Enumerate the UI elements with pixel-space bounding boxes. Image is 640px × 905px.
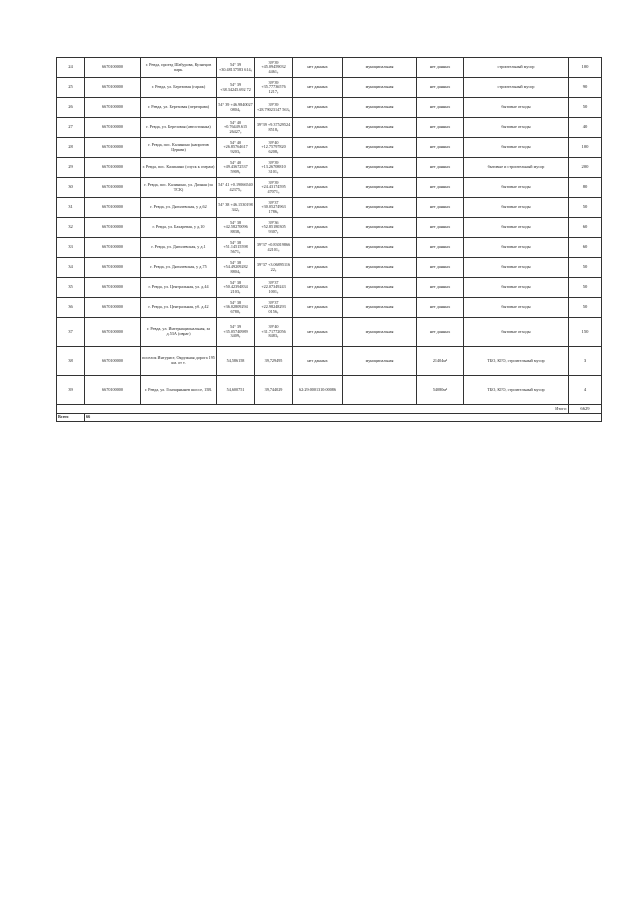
longitude-cell: 39°37 +30.05274963 1786ₛ: [255, 198, 293, 218]
row-number-cell: 27: [57, 118, 85, 138]
volume-cell: 200: [569, 158, 602, 178]
table-row: [57, 158, 602, 178]
waste-sites-table: [56, 57, 602, 422]
cadastral-cell: нет данных: [293, 138, 343, 158]
code-cell: 6670100000: [85, 298, 141, 318]
longitude-cell: 39°40 +12.75797820 6208ₛ: [255, 138, 293, 158]
longitude-cell: 39,729495: [255, 347, 293, 376]
address-cell: г. Ревда, пос. Калинино (напротив Церкви): [141, 138, 217, 158]
row-number-cell: 31: [57, 198, 85, 218]
table-row: [57, 198, 602, 218]
volume-cell: 100: [569, 138, 602, 158]
code-cell: 6670100000: [85, 278, 141, 298]
area-cell: нет данных: [417, 198, 464, 218]
address-cell: г. Ревда, пос. Калинино, ул. Дачная (за ТСК): [141, 178, 217, 198]
code-cell: 6670100000: [85, 138, 141, 158]
latitude-cell: 54° 38 +51.14515598 5671ₛ: [217, 238, 255, 258]
total-row: [57, 405, 602, 414]
volume-cell: 50: [569, 298, 602, 318]
address-cell: г. Ревда, ул. Березовая (автостоянка): [141, 118, 217, 138]
area-cell: нет данных: [417, 58, 464, 78]
volume-cell: 60: [569, 218, 602, 238]
cadastral-cell: нет данных: [293, 118, 343, 138]
table-row: [57, 58, 602, 78]
ownership-cell: муниципальная: [343, 278, 417, 298]
volume-cell: 90: [569, 78, 602, 98]
address-cell: г. Ревда, пос. Калинино (спуск к озерам): [141, 158, 217, 178]
waste-type-cell: бытовые отходы: [464, 278, 569, 298]
volume-cell: 40: [569, 118, 602, 138]
latitude-cell: 54° 38 +54.49209282 8804ₛ: [217, 258, 255, 278]
code-cell: 6670100000: [85, 258, 141, 278]
row-number-cell: 33: [57, 238, 85, 258]
waste-type-cell: бытовые отходы: [464, 118, 569, 138]
latitude-cell: 54° 39 +35.05740989 3409ₛ: [217, 318, 255, 347]
area-cell: нет данных: [417, 98, 464, 118]
row-number-cell: 38: [57, 347, 85, 376]
latitude-cell: 54° 39 +38.34245.692 72: [217, 78, 255, 98]
ownership-cell: муниципальная: [343, 258, 417, 278]
grand-total-row: [57, 414, 602, 422]
longitude-cell: 39°39 +13.26708810 3101ₛ: [255, 158, 293, 178]
cadastral-cell: нет данных: [293, 298, 343, 318]
ownership-cell: муниципальная: [343, 118, 417, 138]
table-row: [57, 347, 602, 376]
table-row: [57, 138, 602, 158]
waste-type-cell: бытовые отходы: [464, 258, 569, 278]
cadastral-cell: нет данных: [293, 258, 343, 278]
ownership-cell: муниципальная: [343, 238, 417, 258]
cadastral-cell: нет данных: [293, 278, 343, 298]
ownership-cell: муниципальная: [343, 178, 417, 198]
longitude-cell: 39°36 +52.85180305 9307ₛ: [255, 218, 293, 238]
cadastral-cell: нет данных: [293, 238, 343, 258]
table-body: [57, 58, 602, 422]
code-cell: 6670100000: [85, 118, 141, 138]
ownership-cell: муниципальная: [343, 58, 417, 78]
address-cell: г. Ревда, ул. Березовая (переправа): [141, 98, 217, 118]
waste-type-cell: ТБО, КГО, строительный мусор: [464, 376, 569, 405]
longitude-cell: 39°37 +0.83019866 42101ₛ: [255, 238, 293, 258]
row-number-cell: 26: [57, 98, 85, 118]
area-cell: нет данных: [417, 278, 464, 298]
area-cell: нет данных: [417, 138, 464, 158]
address-cell: г. Ревда, ул. Бахаревая, у д.10: [141, 218, 217, 238]
latitude-cell: 54,586158: [217, 347, 255, 376]
cadastral-cell: нет данных: [293, 158, 343, 178]
waste-type-cell: строительный мусор: [464, 78, 569, 98]
longitude-cell: 39,744029: [255, 376, 293, 405]
table-row: [57, 78, 602, 98]
address-cell: г. Ревда, проезд Шабурова, Кузнецов парк.: [141, 58, 217, 78]
code-cell: 6670100000: [85, 178, 141, 198]
table-row: [57, 278, 602, 298]
area-cell: нет данных: [417, 158, 464, 178]
area-cell: нет данных: [417, 318, 464, 347]
code-cell: 6670100000: [85, 238, 141, 258]
volume-cell: 50: [569, 198, 602, 218]
row-number-cell: 32: [57, 218, 85, 238]
volume-cell: 4: [569, 376, 602, 405]
waste-type-cell: бытовые отходы: [464, 138, 569, 158]
cadastral-cell: нет данных: [293, 58, 343, 78]
waste-type-cell: ТБО, КГО, строительный мусор: [464, 347, 569, 376]
latitude-cell: 54,600751: [217, 376, 255, 405]
address-cell: г. Ревда, ул. Дягилевская, у д.62: [141, 198, 217, 218]
volume-cell: 50: [569, 258, 602, 278]
volume-cell: 80: [569, 178, 602, 198]
latitude-cell: 54° 38 +36.02809294 6780ₛ: [217, 298, 255, 318]
area-cell: нет данных: [417, 78, 464, 98]
area-cell: нет данных: [417, 298, 464, 318]
cadastral-cell: нет данных: [293, 78, 343, 98]
longitude-cell: 39°37 +22.07349243 1001ₛ: [255, 278, 293, 298]
ownership-cell: муниципальная: [343, 298, 417, 318]
row-number-cell: 25: [57, 78, 85, 98]
area-cell: 21404м²: [417, 347, 464, 376]
cadastral-cell: нет данных: [293, 218, 343, 238]
waste-type-cell: строительный мусор: [464, 58, 569, 78]
waste-type-cell: бытовые отходы: [464, 298, 569, 318]
area-cell: нет данных: [417, 238, 464, 258]
table-row: [57, 376, 602, 405]
area-cell: нет данных: [417, 218, 464, 238]
latitude-cell: 54° 40 +0.76449.615 26427ₛ: [217, 118, 255, 138]
latitude-cell: 54° 40 +49.43672537 5909ₛ: [217, 158, 255, 178]
latitude-cell: 54° 38 +42.58270096 8838ₛ: [217, 218, 255, 238]
table-row: [57, 298, 602, 318]
waste-type-cell: бытовые отходы: [464, 238, 569, 258]
table-row: [57, 218, 602, 238]
longitude-cell: 39°37 +3.06895116 22ₛ: [255, 258, 293, 278]
latitude-cell: 54° 38 +50.42394834 2103ₛ: [217, 278, 255, 298]
longitude-cell: 39°39 +35.77736576 1217ₛ: [255, 78, 293, 98]
ownership-cell: муниципальная: [343, 198, 417, 218]
code-cell: 6670100000: [85, 376, 141, 405]
address-cell: г. Ревда, ул. Центральная, ул. д.44: [141, 278, 217, 298]
code-cell: 6670100000: [85, 78, 141, 98]
ownership-cell: муниципальная: [343, 138, 417, 158]
waste-type-cell: бытовые отходы: [464, 98, 569, 118]
latitude-cell: 54° 39 +46.9840027 0804ₛ: [217, 98, 255, 118]
longitude-cell: 39°39 +24.43174595 47071ₛ: [255, 178, 293, 198]
latitude-cell: 54° 41 +0.19066540 42375ₛ: [217, 178, 255, 198]
address-cell: г. Ревда, ул. Дягилевская, у д.1: [141, 238, 217, 258]
row-number-cell: 39: [57, 376, 85, 405]
code-cell: 6670100000: [85, 347, 141, 376]
code-cell: 6670100000: [85, 58, 141, 78]
row-number-cell: 24: [57, 58, 85, 78]
table-row: [57, 238, 602, 258]
grand-total-value: 66: [85, 414, 602, 422]
address-cell: г. Ревда, ул. Интернациональная, за д.53А (овраг): [141, 318, 217, 347]
row-number-cell: 29: [57, 158, 85, 178]
longitude-cell: 39°39 +45.09459032 4461ₛ: [255, 58, 293, 78]
ownership-cell: муниципальная: [343, 98, 417, 118]
longitude-cell: 39°40 +31.71772056 8483ₛ: [255, 318, 293, 347]
area-cell: нет данных: [417, 118, 464, 138]
longitude-cell: 39°37 +22.98248293 0156ₛ: [255, 298, 293, 318]
address-cell: г. Ревда, ул. Центральная, уб. д.42: [141, 298, 217, 318]
volume-cell: 3: [569, 347, 602, 376]
latitude-cell: 54° 38 +46.1530198 342ₛ: [217, 198, 255, 218]
waste-type-cell: бытовые отходы: [464, 198, 569, 218]
area-cell: 54080м²: [417, 376, 464, 405]
waste-type-cell: бытовые отходы: [464, 318, 569, 347]
address-cell: поселок Интурист, Окружная дорога 195 км. от т.: [141, 347, 217, 376]
latitude-cell: 54° 40 +26.85764617 9203ₛ: [217, 138, 255, 158]
row-number-cell: 34: [57, 258, 85, 278]
code-cell: 6670100000: [85, 98, 141, 118]
ownership-cell: муниципальная: [343, 218, 417, 238]
row-number-cell: 37: [57, 318, 85, 347]
row-number-cell: 35: [57, 278, 85, 298]
table-row: [57, 98, 602, 118]
volume-cell: 100: [569, 58, 602, 78]
code-cell: 6670100000: [85, 158, 141, 178]
latitude-cell: 54° 39 +30.48137583 614ₛ: [217, 58, 255, 78]
waste-type-cell: бытовые отходы: [464, 178, 569, 198]
ownership-cell: муниципальная: [343, 78, 417, 98]
volume-cell: 60: [569, 238, 602, 258]
row-number-cell: 36: [57, 298, 85, 318]
volume-cell: 150: [569, 318, 602, 347]
cadastral-cell: 62:29:0001310:00086: [293, 376, 343, 405]
address-cell: г. Ревда, ул. Гончарнынев шоссе, 15В.: [141, 376, 217, 405]
longitude-cell: 39°39 +28.79023147 563ₛ: [255, 98, 293, 118]
table-row: [57, 178, 602, 198]
table-row: [57, 258, 602, 278]
volume-cell: 50: [569, 98, 602, 118]
address-cell: г. Ревда, ул. Березовая (гараж): [141, 78, 217, 98]
cadastral-cell: нет данных: [293, 198, 343, 218]
table-row: [57, 118, 602, 138]
cadastral-cell: нет данных: [293, 98, 343, 118]
volume-cell: 50: [569, 278, 602, 298]
ownership-cell: муниципальная: [343, 318, 417, 347]
row-number-cell: 30: [57, 178, 85, 198]
waste-type-cell: бытовые отходы: [464, 218, 569, 238]
total-value: 6629: [569, 405, 602, 414]
ownership-cell: муниципальная: [343, 347, 417, 376]
code-cell: 6670100000: [85, 198, 141, 218]
ownership-cell: муниципальная: [343, 158, 417, 178]
code-cell: 6670100000: [85, 318, 141, 347]
table-row: [57, 318, 602, 347]
row-number-cell: 28: [57, 138, 85, 158]
address-cell: г. Ревда, ул. Дягилевская, у д.75: [141, 258, 217, 278]
code-cell: 6670100000: [85, 218, 141, 238]
area-cell: нет данных: [417, 258, 464, 278]
cadastral-cell: нет данных: [293, 318, 343, 347]
ownership-cell: [343, 376, 417, 405]
total-label: Итого:: [57, 405, 569, 414]
longitude-cell: 39°39 +9.37529524 8518ₛ: [255, 118, 293, 138]
waste-type-cell: бытовые и строительный мусор: [464, 158, 569, 178]
cadastral-cell: нет данных: [293, 347, 343, 376]
cadastral-cell: нет данных: [293, 178, 343, 198]
grand-total-label: Всего: [57, 414, 85, 422]
area-cell: нет данных: [417, 178, 464, 198]
